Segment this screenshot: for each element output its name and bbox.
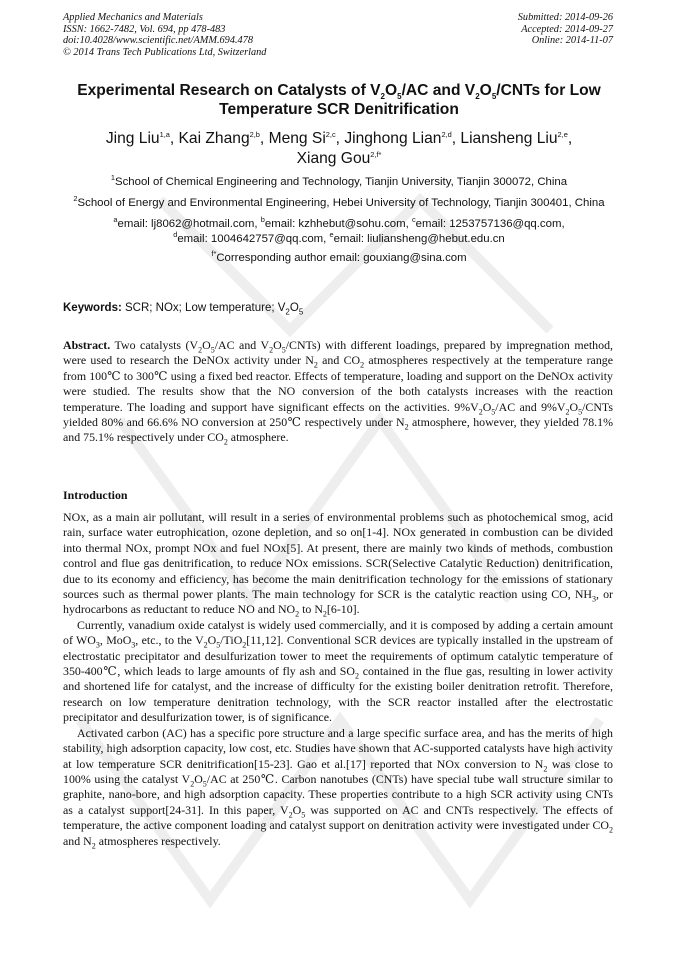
text-run: and CO	[317, 353, 361, 368]
subscript: 2	[198, 345, 203, 355]
text-run: Two catalysts (V	[110, 338, 199, 352]
subscript: 2	[190, 779, 195, 789]
text-run: [6-10].	[326, 602, 360, 617]
subscript: 2	[543, 763, 548, 773]
paper-title: Experimental Research on Catalysts of $V_2O_5/AC$ and $V_2O_5$/CNTs for Low Temperature SCR Denitrification	[77, 82, 601, 118]
subscript: 2	[223, 437, 228, 447]
subscript: 2	[242, 640, 247, 650]
paragraph	[63, 510, 613, 618]
text-run: O	[202, 338, 211, 352]
subscript: 3	[592, 594, 597, 604]
subscript: 5	[202, 779, 207, 789]
issn-line: ISSN: 1662-7482, Vol. 694, pp 478-483	[63, 23, 226, 35]
text-run: Activated carbon (AC) has a specific pore structure and a large specific surface area, and has the merits of high stability, high adsorption capacity, low cost, etc. Studies have shown that AC-supported catalysts have high activity at low temperature SCR denitrification[15-23]. Gao et al.[17] reported that NOx conversion to N	[63, 725, 613, 771]
author-name: Xiang Gou	[296, 150, 371, 167]
text-run: /TiO	[220, 633, 243, 648]
subscript: 2	[565, 407, 570, 416]
subscript: 5	[210, 345, 215, 355]
subscript: 5	[491, 407, 496, 416]
affiliations	[60, 175, 618, 272]
copyright-line: © 2014 Trans Tech Publications Ltd, Switzerland	[63, 46, 267, 58]
journal-name: Applied Mechanics and Materials	[63, 12, 203, 23]
online-date: Online: 2014-11-07	[531, 35, 613, 46]
keywords-label: Keywords:	[63, 302, 122, 314]
introduction-body	[63, 510, 613, 849]
affiliation-1: $^1$School of Chemical Engineering and Technology, Tianjin University, Tianjin 300072, China	[110, 173, 568, 188]
text-run: contained in the flue gas, resulting in lower activity and shortened life for catalyst, and the increase of difficulty for the existing boiler denitration retrofit. Therefore, research on low temperature denitration technology, with the SCR reactor installed after the electrostatic precipitator and desulfurization tower, is of significance.	[63, 664, 614, 725]
text-run: /AC and 9%V	[495, 399, 566, 414]
subscript: 3	[95, 640, 100, 650]
text-run: O	[273, 338, 282, 352]
subscript: 2	[355, 671, 360, 681]
subscript: 2	[609, 825, 613, 835]
accepted-date: Accepted: 2014-09-27	[521, 23, 613, 35]
text-run: /CNTs yielded 80% and 66.6% NO conversion at 250℃ respectively under N	[63, 399, 613, 430]
text-run: O	[292, 802, 302, 817]
text-run: atmosphere, however, they yielded 78.1% and 75.1% respectively under CO	[63, 415, 613, 445]
author-name: Jing Liu	[105, 130, 160, 147]
author-emails: $^a$email: lj8062@hotmail.com, $^b$email: kzhhebut@sohu.com, $^c$email: 1253757136@qq.com, $^d$email: 1004642757@qq.com, $^e$email: liuliansheng@hebut.edu.cn	[113, 215, 565, 245]
text-run: /AC at 250℃. Carbon nanotubes (CNTs) have special tube wall structure similar to graphite, nano-bore, and high adsorption capacity. These properties contribute to a high SCR activity using CNTs as a catalyst support[24-31]. In this paper, V	[63, 771, 613, 817]
text-run: and N	[63, 833, 92, 848]
section-heading-introduction: Introduction	[63, 488, 128, 502]
author-name: Kai Zhang	[178, 130, 250, 147]
submitted-date: Submitted: 2014-09-26	[517, 12, 613, 23]
paragraph	[63, 726, 613, 849]
text-run: /CNTs) with different loadings, prepared by impregnation method, were used to research the DeNOx activity under N	[63, 338, 613, 368]
subscript: 5	[301, 810, 306, 820]
doi-line: doi:10.4028/www.scientific.net/AMM.694.478	[63, 35, 253, 46]
text-run: O	[482, 399, 492, 414]
text-run: to N	[299, 602, 323, 617]
text-run: was supported on AC and CNTs respectively. The effects of temperature, the active component loading and catalyst support on denitration activity were investigated under CO	[63, 802, 613, 833]
subscript: 5	[216, 640, 221, 650]
text-run: O	[194, 771, 203, 786]
affiliation-2: $^2$School of Energy and Environmental Engineering, Hebei University of Technology, Tianjin 300401, China	[73, 194, 605, 209]
subscript: 2	[295, 609, 300, 619]
text-run: /AC and V	[214, 338, 270, 352]
author-list: Jing Liu$^{1,a}$, Kai Zhang$^{2,b}$, Meng Si$^{2,c}$, Jinghong Lian$^{2,d}$, Liansheng Liu$^{2,e}$, Xiang Gou$^{2,f*}$	[105, 129, 573, 167]
submission-dates	[518, 12, 613, 58]
text-run: , etc., to the V	[135, 633, 204, 648]
subscript: 3	[131, 640, 136, 650]
subscript: 2	[288, 810, 293, 820]
text-run: atmosphere.	[227, 430, 289, 445]
subscript: 5	[281, 345, 286, 355]
text-run: O	[569, 399, 579, 414]
paragraph	[63, 618, 613, 726]
subscript: 5	[578, 407, 583, 416]
text-run: , or hydrocarbons as reductant to reduce NO and NO	[63, 587, 613, 617]
text-run: [11,12]. Conventional SCR devices are typically installed in the upstream of electrostatic precipitator and desulfurization tower to meet the requirements of optimum catalytic temperature of 350-400℃, which leads to large amounts of fly ash and SO	[63, 633, 613, 679]
author-name: Jinghong Lian	[344, 130, 442, 147]
text-run: NOx, as a main air pollutant, will result in a series of environmental problems such as photochemical smog, acid rain, surface water eutrophication, ozone depletion, and so on[1-4]. NOx generated in combustion can be divided into thermal NOx, prompt NOx and fuel NOx[5]. At present, there are mainly two kinds of methods, combustion control and flue gas denitrification, to reduce NOx emissions. SCR(Selective Catalytic Reduction) denitrification, due to its economy and efficiency, has become the main denitrification technology for the emissions of stationary sources such as thermal power plants. The main technology for SCR is the catalytic reaction using CO, NH	[63, 510, 613, 602]
author-name: Meng Si	[268, 130, 326, 147]
text-run: atmospheres respectively.	[95, 833, 221, 848]
subscript: 2	[322, 609, 327, 619]
author-name: Liansheng Liu	[460, 130, 558, 147]
journal-info	[63, 12, 266, 58]
journal-header	[63, 12, 613, 58]
text-run: atmospheres respectively at the temperature range from 100℃ to 300℃ using a fixed bed reactor. Effects of temperature, loading and support on the DeNOx activity were studied. The results show that the NO conversion of the both catalysts increases with the reaction temperature. The loading and support have significant effects on the activities. 9%V	[63, 353, 613, 414]
text-run: Currently, vanadium oxide catalyst is widely used commercially, and it is composed by adding a certain amount of WO	[63, 617, 613, 648]
subscript: 2	[313, 360, 318, 370]
text-run: , MoO	[99, 633, 132, 648]
subscript: 2	[404, 422, 409, 432]
corresponding-author: $^{f*}$Corresponding author email: gouxiang@sina.com	[211, 249, 467, 264]
subscript: 2	[91, 840, 96, 850]
text-run: O	[207, 633, 217, 648]
abstract-label: Abstract.	[63, 338, 111, 352]
subscript: 2	[269, 345, 274, 355]
subscript: 2	[478, 407, 483, 416]
subscript: 2	[203, 640, 208, 650]
abstract	[63, 338, 613, 446]
keywords: Keywords: SCR; NOx; Low temperature; $V_2O_5$	[63, 302, 304, 317]
text-run: was close to 100% using the catalyst V	[63, 756, 613, 786]
subscript: 2	[360, 360, 365, 370]
